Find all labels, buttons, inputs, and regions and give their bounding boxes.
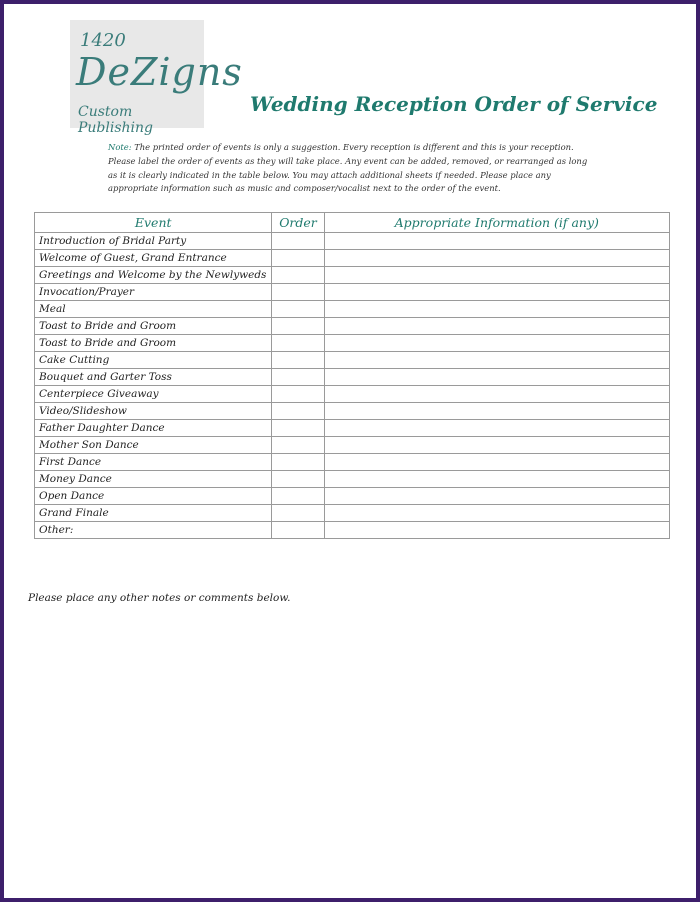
order-cell[interactable] — [272, 335, 324, 352]
footer-note: Please place any other notes or comments below. — [28, 592, 291, 604]
table-row — [35, 335, 670, 352]
info-cell[interactable] — [324, 454, 669, 471]
table-row — [35, 267, 670, 284]
instructions-note — [108, 141, 588, 196]
info-cell[interactable] — [324, 318, 669, 335]
info-cell[interactable] — [324, 522, 669, 539]
event-cell: Bouquet and Garter Toss — [35, 369, 272, 386]
order-cell[interactable] — [272, 250, 324, 267]
info-cell[interactable] — [324, 437, 669, 454]
table-row — [35, 301, 670, 318]
order-cell[interactable] — [272, 233, 324, 250]
event-cell: Grand Finale — [35, 505, 272, 522]
event-cell: Other: — [35, 522, 272, 539]
order-cell[interactable] — [272, 454, 324, 471]
order-cell[interactable] — [272, 352, 324, 369]
logo — [70, 20, 243, 136]
table-row — [35, 318, 670, 335]
event-cell: Open Dance — [35, 488, 272, 505]
info-cell[interactable] — [324, 352, 669, 369]
order-cell[interactable] — [272, 403, 324, 420]
table-row — [35, 250, 670, 267]
logo-tagline: Custom Publishing — [78, 104, 154, 136]
order-cell[interactable] — [272, 437, 324, 454]
table-header-row — [35, 213, 670, 233]
order-cell[interactable] — [272, 301, 324, 318]
order-cell[interactable] — [272, 386, 324, 403]
info-cell[interactable] — [324, 284, 669, 301]
event-cell: Meal — [35, 301, 272, 318]
event-cell: Toast to Bride and Groom — [35, 318, 272, 335]
event-cell: Greetings and Welcome by the Newlyweds — [35, 267, 272, 284]
note-label: Note: — [108, 142, 132, 152]
event-cell: Introduction of Bridal Party — [35, 233, 272, 250]
order-cell[interactable] — [272, 369, 324, 386]
event-cell: Welcome of Guest, Grand Entrance — [35, 250, 272, 267]
table-row — [35, 471, 670, 488]
table-row — [35, 369, 670, 386]
event-cell: Father Daughter Dance — [35, 420, 272, 437]
event-cell: Toast to Bride and Groom — [35, 335, 272, 352]
info-cell[interactable] — [324, 471, 669, 488]
order-cell[interactable] — [272, 318, 324, 335]
info-cell[interactable] — [324, 267, 669, 284]
order-cell[interactable] — [272, 488, 324, 505]
info-cell[interactable] — [324, 386, 669, 403]
info-cell[interactable] — [324, 403, 669, 420]
table-row — [35, 233, 670, 250]
table-row — [35, 403, 670, 420]
header-order: Order — [272, 213, 324, 233]
table-row — [35, 420, 670, 437]
event-cell: Centerpiece Giveaway — [35, 386, 272, 403]
header-event: Event — [35, 213, 272, 233]
info-cell[interactable] — [324, 233, 669, 250]
header-info: Appropriate Information (if any) — [324, 213, 669, 233]
info-cell[interactable] — [324, 488, 669, 505]
event-cell: Cake Cutting — [35, 352, 272, 369]
table-row — [35, 284, 670, 301]
order-cell[interactable] — [272, 284, 324, 301]
logo-brand: DeZigns — [76, 50, 243, 94]
table-row — [35, 386, 670, 403]
event-cell: Invocation/Prayer — [35, 284, 272, 301]
info-cell[interactable] — [324, 505, 669, 522]
table-row — [35, 488, 670, 505]
event-cell: Mother Son Dance — [35, 437, 272, 454]
order-cell[interactable] — [272, 267, 324, 284]
table-row — [35, 522, 670, 539]
table-row — [35, 505, 670, 522]
page-title: Wedding Reception Order of Service — [250, 92, 658, 116]
order-of-service-table — [34, 212, 670, 539]
info-cell[interactable] — [324, 301, 669, 318]
order-cell[interactable] — [272, 420, 324, 437]
logo-number: 1420 — [80, 30, 126, 51]
table-row — [35, 454, 670, 471]
table-row — [35, 352, 670, 369]
info-cell[interactable] — [324, 420, 669, 437]
order-cell[interactable] — [272, 505, 324, 522]
document-page — [4, 4, 696, 898]
info-cell[interactable] — [324, 250, 669, 267]
info-cell[interactable] — [324, 369, 669, 386]
note-text: The printed order of events is only a suggestion. Every reception is different and this is your reception. Please label the order of events as they will take place. Any event can be added, removed, or rearranged as long as it is clearly indicated in the table below. You may attach additional sheets if needed. Please place any appropriate information such as music and composer/vocalist next to the order of the event. — [108, 142, 588, 194]
table-row — [35, 437, 670, 454]
event-cell: Video/Slideshow — [35, 403, 272, 420]
info-cell[interactable] — [324, 335, 669, 352]
event-cell: First Dance — [35, 454, 272, 471]
event-cell: Money Dance — [35, 471, 272, 488]
order-cell[interactable] — [272, 522, 324, 539]
order-cell[interactable] — [272, 471, 324, 488]
